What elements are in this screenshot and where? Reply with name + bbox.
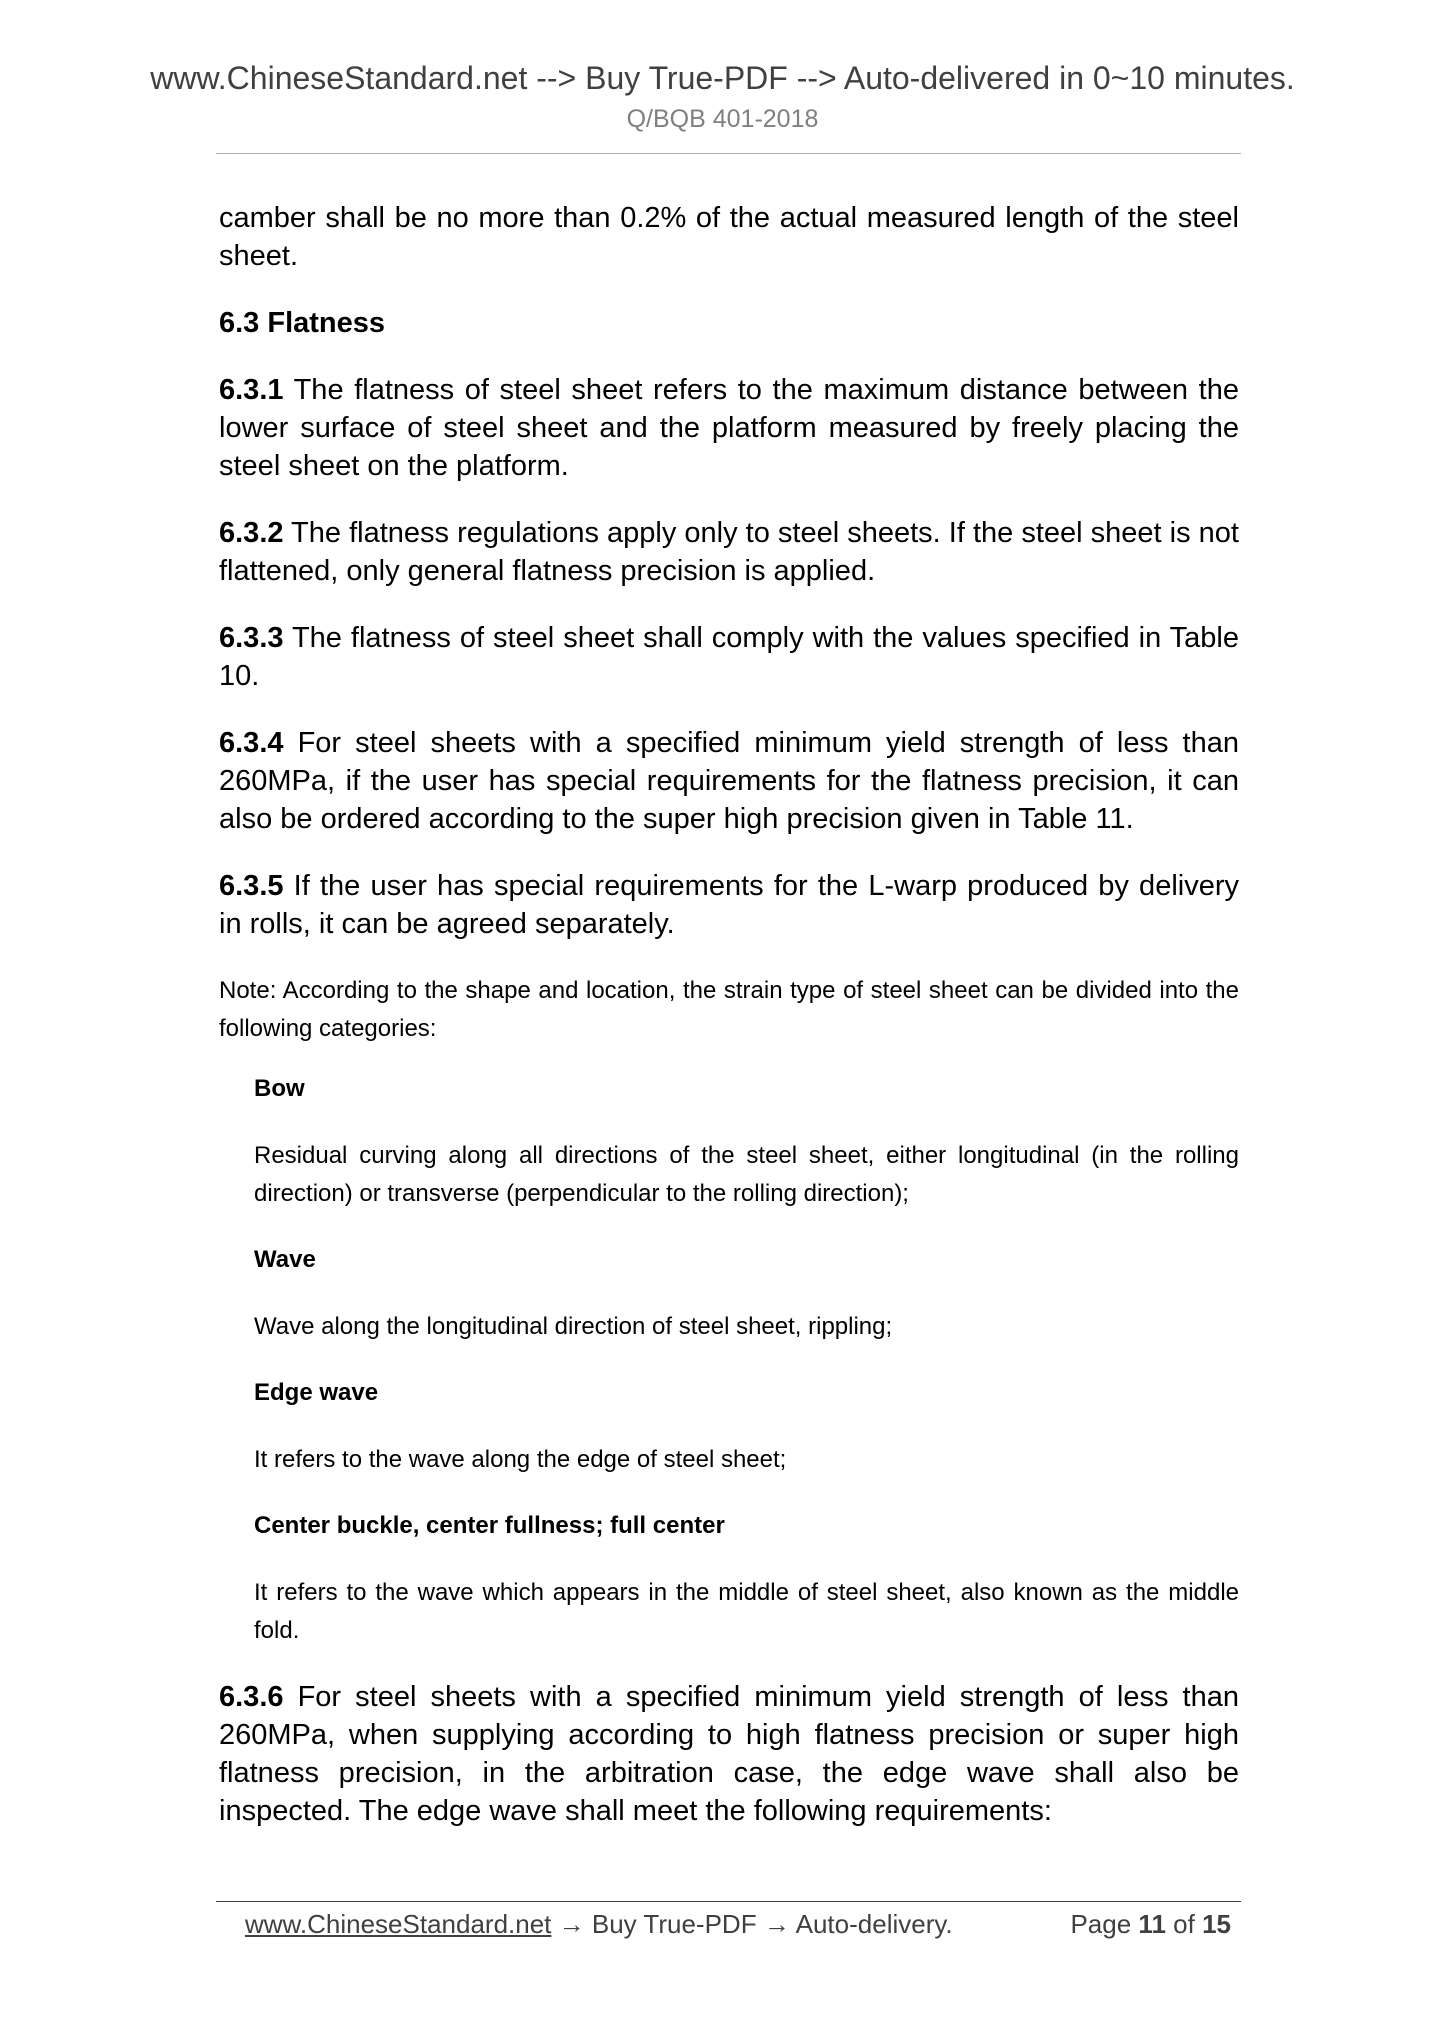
arrow-right-icon: →: [558, 1909, 585, 1939]
clause-text: For steel sheets with a specified minimum yield strength of less than 260MPa, if the user has special requirements for the flatness precision, it can also be ordered according to the super high precision given in Table 11.: [219, 727, 1239, 835]
clause-text: The flatness of steel sheet shall comply with the values specified in Table 10.: [219, 622, 1239, 692]
clause-number: 6.3.2: [219, 517, 284, 549]
arrow-right-icon: →: [763, 1909, 790, 1939]
clause-6-3-5: [219, 867, 1239, 943]
clause-6-3-2: [219, 514, 1239, 590]
category-term: Center buckle, center fullness; full center: [254, 1512, 725, 1539]
header-banner: www.ChineseStandard.net --> Buy True-PDF --> Auto-delivered in 0~10 minutes.: [150, 60, 1295, 96]
clause-6-3-1: [219, 371, 1239, 485]
footer-promo: [245, 1906, 953, 1942]
page-word: Page: [1070, 1909, 1132, 1939]
clause-text: The flatness regulations apply only to steel sheets. If the steel sheet is not flattened, only general flatness precision is applied.: [219, 517, 1239, 587]
category-definition: It refers to the wave along the edge of steel sheet;: [254, 1446, 787, 1473]
category-list: [254, 1070, 1239, 1650]
category-definition: Wave along the longitudinal direction of steel sheet, rippling;: [254, 1313, 893, 1340]
note-paragraph: Note: According to the shape and location, the strain type of steel sheet can be divided into the following categories:: [219, 977, 1239, 1042]
current-page: 11: [1138, 1909, 1166, 1939]
clause-text: If the user has special requirements for the L-warp produced by delivery in rolls, it can be agreed separately.: [219, 870, 1239, 940]
clause-number: 6.3.3: [219, 622, 284, 654]
site-link[interactable]: www.ChineseStandard.net: [245, 1909, 552, 1939]
camber-paragraph: camber shall be no more than 0.2% of the actual measured length of the steel sheet.: [219, 202, 1239, 272]
of-word: of: [1173, 1909, 1195, 1939]
footer-divider: [216, 1901, 1241, 1902]
total-pages: 15: [1202, 1909, 1231, 1939]
clause-6-3-6: [219, 1678, 1239, 1830]
main-content: [219, 199, 1239, 1859]
clause-text: The flatness of steel sheet refers to the maximum distance between the lower surface of steel sheet and the platform measured by freely placing the steel sheet on the platform.: [219, 374, 1239, 482]
category-term: Bow: [254, 1075, 305, 1102]
page-footer: [245, 1906, 1235, 1942]
category-definition: It refers to the wave which appears in the middle of steel sheet, also known as the middle fold.: [254, 1579, 1239, 1644]
clause-text: For steel sheets with a specified minimum yield strength of less than 260MPa, when supplying according to high flatness precision or super high flatness precision, in the arbitration case, the edge wave shall also be inspected. The edge wave shall meet the following requirements:: [219, 1681, 1239, 1827]
clause-6-3-4: [219, 724, 1239, 838]
clause-number: 6.3.4: [219, 727, 284, 759]
header-divider: [216, 153, 1241, 154]
footer-auto-text: Auto-delivery.: [795, 1909, 953, 1939]
page-number: [1070, 1906, 1231, 1942]
clause-number: 6.3.6: [219, 1681, 284, 1713]
category-definition: Residual curving along all directions of the steel sheet, either longitudinal (in the rolling direction) or transverse (perpendicular to the rolling direction);: [254, 1142, 1239, 1207]
clause-number: 6.3.5: [219, 870, 284, 902]
section-heading-flatness: 6.3 Flatness: [219, 307, 386, 339]
clause-6-3-3: [219, 619, 1239, 695]
category-term: Wave: [254, 1246, 316, 1273]
footer-buy-text: Buy True-PDF: [591, 1909, 757, 1939]
clause-number: 6.3.1: [219, 374, 284, 406]
category-term: Edge wave: [254, 1379, 379, 1406]
standard-code: Q/BQB 401-2018: [626, 105, 819, 133]
